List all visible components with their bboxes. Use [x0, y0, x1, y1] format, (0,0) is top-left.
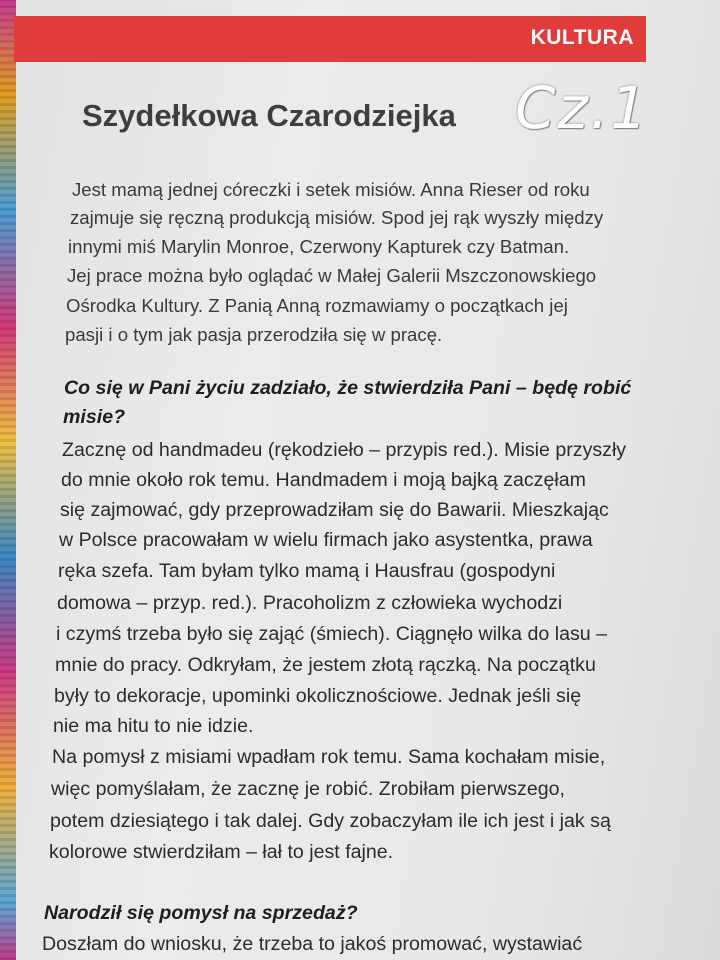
answer-line: w Polsce pracowałam w wielu firmach jako asystentka, prawa	[59, 529, 593, 551]
intro-line: Ośrodka Kultury. Z Panią Anną rozmawiamy o początkach jej	[66, 295, 568, 316]
answer-line: mnie do pracy. Odkryłam, że jestem złotą rączką. Na początku	[55, 654, 596, 676]
answer-line: były to dekoracje, upominki okolicznościowe. Jednak jeśli się	[54, 685, 582, 707]
intro-line: innymi miś Marylin Monroe, Czerwony Kapturek czy Batman.	[68, 236, 570, 257]
answer-line: Zacznę od handmadeu (rękodzieło – przypis red.). Misie przyszły	[62, 439, 627, 461]
answer-line: Na pomysł z misiami wpadłam rok temu. Sama kochałam misie,	[52, 746, 606, 768]
answer-line: więc pomyślałam, że zacznę je robić. Zrobiłam pierwszego,	[51, 778, 565, 800]
answer-line: Doszłam do wniosku, że trzeba to jakoś promować, wystawiać	[42, 933, 583, 955]
handwritten-part-mark: Cz.1	[515, 74, 650, 142]
article-title: Szydełkowa Czarodziejka	[82, 98, 456, 133]
answer-line: do mnie około rok temu. Handmadem i moją bajką zaczęłam	[61, 469, 586, 491]
intro-line: Jest mamą jednej córeczki i setek misiów. Anna Rieser od roku	[72, 179, 590, 200]
question-line: misie?	[63, 406, 126, 428]
intro-line: Jej prace można było oglądać w Małej Galerii Mszczonowskiego	[67, 265, 597, 286]
answer-line: się zajmować, gdy przeprowadziłam się do Bawarii. Mieszkając	[60, 499, 609, 521]
intro-line: zajmuje się ręczną produkcją misiów. Spod jej rąk wyszły między	[70, 207, 604, 228]
section-label: KULTURA	[530, 26, 634, 49]
intro-line: pasji i o tym jak pasja przerodziła się w pracę.	[65, 324, 443, 345]
answer-line: ręka szefa. Tam byłam tylko mamą i Hausfrau (gospodyni	[58, 560, 556, 582]
answer-line: potem dziesiątego i tak dalej. Gdy zobaczyłam ile ich jest i jak są	[50, 810, 611, 832]
question-line: Co się w Pani życiu zadziało, że stwierdziła Pani – będę robić	[64, 377, 632, 399]
answer-line: kolorowe stwierdziłam – łał to jest fajne.	[49, 841, 394, 863]
answer-line: domowa – przyp. red.). Pracoholizm z człowieka wychodzi	[57, 592, 563, 614]
question-line: Narodził się pomysł na sprzedaż?	[44, 902, 358, 924]
answer-line: nie ma hitu to nie idzie.	[53, 715, 254, 737]
answer-line: i czymś trzeba było się zająć (śmiech). Ciągnęło wilka do lasu –	[56, 623, 608, 645]
